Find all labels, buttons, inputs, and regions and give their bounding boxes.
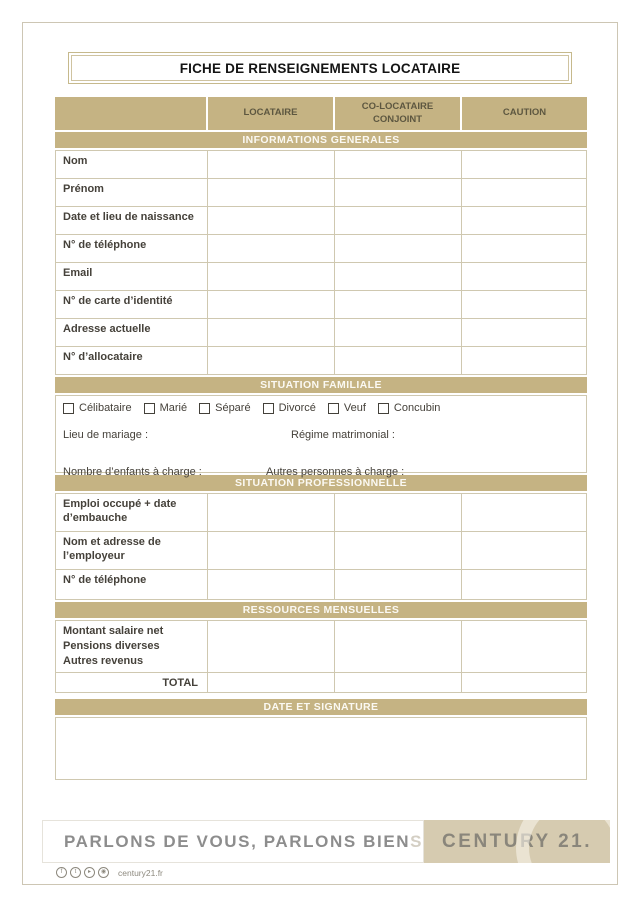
checkbox-label: Concubin bbox=[393, 402, 441, 414]
instagram-icon[interactable]: ◉ bbox=[98, 867, 109, 878]
table-row bbox=[56, 319, 587, 347]
checkbox-icon bbox=[63, 403, 74, 414]
total-row bbox=[56, 673, 587, 693]
field-lieu-de-mariage[interactable]: Lieu de mariage : bbox=[63, 429, 148, 441]
section-band-informations-generales: INFORMATIONS GENERALES bbox=[55, 132, 587, 148]
row-label-emploi: Emploi occupé + date d’embauche bbox=[56, 494, 208, 532]
input-cell[interactable] bbox=[462, 151, 587, 179]
input-cell[interactable] bbox=[462, 291, 587, 319]
marital-status-checkbox-row bbox=[63, 402, 579, 414]
century21-logo-block bbox=[424, 820, 610, 863]
checkbox-marie[interactable] bbox=[144, 402, 188, 414]
checkbox-icon bbox=[144, 403, 155, 414]
row-label-naissance: Date et lieu de naissance bbox=[56, 207, 208, 235]
ressource-line-pensions: Pensions diverses bbox=[63, 640, 160, 652]
input-cell[interactable] bbox=[335, 319, 462, 347]
input-cell[interactable] bbox=[462, 532, 587, 570]
input-cell[interactable] bbox=[335, 570, 462, 600]
table-row bbox=[56, 347, 587, 375]
field-regime-matrimonial[interactable]: Régime matrimonial : bbox=[291, 429, 395, 441]
input-cell[interactable] bbox=[462, 621, 587, 673]
header-locataire: LOCATAIRE bbox=[208, 97, 335, 130]
slogan-accent-letter: S bbox=[410, 831, 424, 851]
professionnelle-rows-block bbox=[55, 493, 587, 600]
facebook-icon[interactable]: f bbox=[56, 867, 67, 878]
table-row bbox=[56, 207, 587, 235]
document-title-box bbox=[68, 52, 572, 84]
input-cell[interactable] bbox=[335, 291, 462, 319]
tenant-form-table bbox=[55, 97, 587, 780]
input-cell[interactable] bbox=[335, 151, 462, 179]
input-cell[interactable] bbox=[208, 151, 335, 179]
input-cell[interactable] bbox=[462, 319, 587, 347]
ressources-rows-block bbox=[55, 620, 587, 693]
situation-familiale-area bbox=[55, 395, 587, 478]
header-caution: CAUTION bbox=[462, 97, 587, 130]
checkbox-icon bbox=[199, 403, 210, 414]
checkbox-separe[interactable] bbox=[199, 402, 250, 414]
row-label-telephone: N° de téléphone bbox=[56, 235, 208, 263]
row-label-carte-identite: N° de carte d’identité bbox=[56, 291, 208, 319]
input-cell[interactable] bbox=[335, 207, 462, 235]
youtube-icon[interactable]: ▸ bbox=[84, 867, 95, 878]
input-cell[interactable] bbox=[208, 532, 335, 570]
input-cell[interactable] bbox=[335, 179, 462, 207]
header-co-locataire-conjoint: CO-LOCATAIRE CONJOINT bbox=[335, 97, 462, 130]
checkbox-icon bbox=[328, 403, 339, 414]
table-row bbox=[56, 263, 587, 291]
input-cell[interactable] bbox=[462, 263, 587, 291]
input-cell[interactable] bbox=[462, 179, 587, 207]
table-row bbox=[56, 494, 587, 532]
section-band-situation-familiale: SITUATION FAMILIALE bbox=[55, 377, 587, 393]
input-cell[interactable] bbox=[208, 179, 335, 207]
checkbox-label: Célibataire bbox=[79, 402, 132, 414]
ressource-line-salaire: Montant salaire net bbox=[63, 625, 164, 637]
input-cell[interactable] bbox=[462, 570, 587, 600]
checkbox-icon bbox=[263, 403, 274, 414]
section-band-ressources-mensuelles: RESSOURCES MENSUELLES bbox=[55, 602, 587, 618]
slogan-text: PARLONS DE VOUS, PARLONS BIEN bbox=[64, 831, 411, 851]
input-cell[interactable] bbox=[462, 235, 587, 263]
c21-seal-watermark-icon bbox=[516, 820, 610, 863]
input-cell[interactable] bbox=[462, 494, 587, 532]
table-row bbox=[56, 235, 587, 263]
section-band-date-signature: DATE ET SIGNATURE bbox=[55, 699, 587, 715]
input-cell[interactable] bbox=[208, 570, 335, 600]
table-row bbox=[56, 179, 587, 207]
table-row bbox=[56, 532, 587, 570]
input-cell[interactable] bbox=[335, 673, 462, 693]
input-cell[interactable] bbox=[208, 621, 335, 673]
page-title: FICHE DE RENSEIGNEMENTS LOCATAIRE bbox=[71, 55, 569, 81]
website-url[interactable]: century21.fr bbox=[118, 867, 163, 878]
row-label-employeur: Nom et adresse de l’employeur bbox=[56, 532, 208, 570]
row-label-ressources bbox=[56, 621, 208, 673]
checkbox-celibataire[interactable] bbox=[63, 402, 132, 414]
table-row bbox=[56, 570, 587, 600]
row-label-allocataire: N° d’allocataire bbox=[56, 347, 208, 375]
input-cell[interactable] bbox=[208, 235, 335, 263]
row-label-telephone-pro: N° de téléphone bbox=[56, 570, 208, 600]
input-cell[interactable] bbox=[208, 494, 335, 532]
twitter-icon[interactable]: t bbox=[70, 867, 81, 878]
input-cell[interactable] bbox=[208, 347, 335, 375]
century21-logo-text: CENTURY 21. bbox=[442, 830, 593, 852]
input-cell[interactable] bbox=[208, 207, 335, 235]
checkbox-label: Marié bbox=[159, 402, 188, 414]
input-cell[interactable] bbox=[335, 494, 462, 532]
total-label: TOTAL bbox=[56, 673, 208, 693]
input-cell[interactable] bbox=[208, 263, 335, 291]
checkbox-divorce[interactable] bbox=[263, 402, 316, 414]
input-cell[interactable] bbox=[335, 621, 462, 673]
section-band-situation-professionnelle: SITUATION PROFESSIONNELLE bbox=[55, 475, 587, 491]
checkbox-label: Veuf bbox=[343, 402, 366, 414]
checkbox-label: Divorcé bbox=[278, 402, 316, 414]
social-links-row bbox=[56, 867, 163, 878]
input-cell[interactable] bbox=[335, 347, 462, 375]
row-label-nom: Nom bbox=[56, 151, 208, 179]
charge-fields-row bbox=[63, 462, 579, 488]
table-row bbox=[56, 291, 587, 319]
checkbox-concubin[interactable] bbox=[378, 402, 440, 414]
slogan-box bbox=[42, 820, 424, 863]
field-enfants-a-charge[interactable]: Nombre d’enfants à charge : bbox=[63, 466, 202, 478]
input-cell[interactable] bbox=[335, 235, 462, 263]
table-row bbox=[56, 621, 587, 673]
input-cell[interactable] bbox=[208, 291, 335, 319]
input-cell[interactable] bbox=[208, 673, 335, 693]
header-empty-cell bbox=[55, 97, 208, 130]
footer-banner bbox=[42, 820, 610, 863]
checkbox-label: Séparé bbox=[215, 402, 251, 414]
input-cell[interactable] bbox=[335, 263, 462, 291]
row-label-prenom: Prénom bbox=[56, 179, 208, 207]
input-cell[interactable] bbox=[335, 532, 462, 570]
table-row bbox=[56, 151, 587, 179]
input-cell[interactable] bbox=[208, 319, 335, 347]
signature-area[interactable] bbox=[55, 717, 587, 780]
field-autres-personnes[interactable]: Autres personnes à charge : bbox=[266, 466, 405, 478]
row-label-email: Email bbox=[56, 263, 208, 291]
checkbox-veuf[interactable] bbox=[328, 402, 366, 414]
checkbox-icon bbox=[378, 403, 389, 414]
ressource-line-revenus: Autres revenus bbox=[63, 655, 144, 667]
general-rows-block bbox=[55, 150, 587, 375]
input-cell[interactable] bbox=[462, 673, 587, 693]
input-cell[interactable] bbox=[462, 347, 587, 375]
table-header-row bbox=[55, 97, 587, 130]
mariage-fields-row bbox=[63, 425, 579, 451]
input-cell[interactable] bbox=[462, 207, 587, 235]
row-label-adresse: Adresse actuelle bbox=[56, 319, 208, 347]
